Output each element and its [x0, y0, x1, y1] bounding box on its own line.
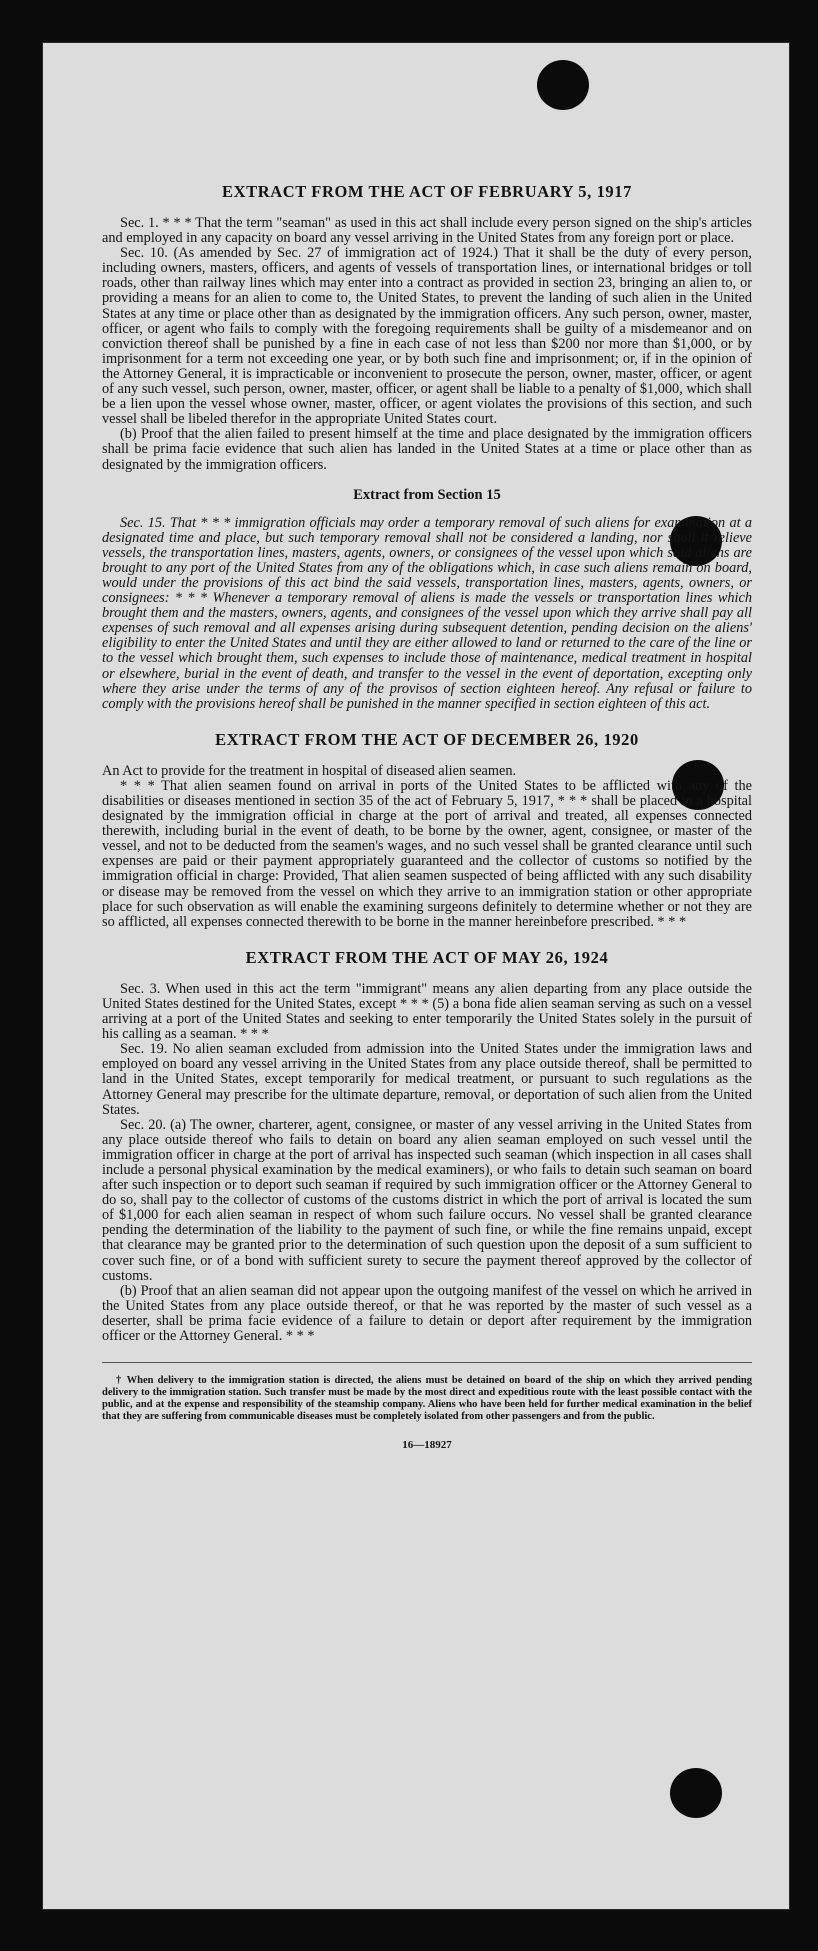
punch-hole: [537, 60, 589, 110]
document-body: [102, 182, 752, 1451]
section-1: Sec. 1. * * * That the term "seaman" as used in this act shall include every person signed on the ship's articles and employed in any capacity on board any vessel arriving in the United States from any foreign port or place.: [102, 215, 752, 247]
section-20b: (b) Proof that an alien seaman did not appear upon the outgoing manifest of the vessel on which he arrived in the United States from any place outside thereof, or that he was reported by the master of such vessel as a deserter, shall be prima facie evidence of a failure to detain or deport after requirement by the immigration officer or the Attorney General. * * *: [102, 1282, 752, 1344]
form-code: 16—18927: [402, 1439, 452, 1452]
section-20a: Sec. 20. (a) The owner, charterer, agent, consignee, or master of any vessel arriving in the United States from any place outside thereof who fails to detain on board any alien seaman employed on such vessel until the immigration officer in charge at the port of arrival has inspected such seaman (which inspection in all cases shall include a personal physical examination by the medical examiners), or who fails to detain such seaman on board after such inspection or to deport such seaman if required by such immigration officer or the Attorney General to do so, shall pay to the collector of customs of the customs district in which the port of arrival is located the sum of $1,000 for each alien seaman in respect of whom such failure occurs. No vessel shall be granted clearance pending the determination of the liability to the payment of such fine, or while the fine remains unpaid, except that clearance may be granted prior to the determination of such question upon the deposit of a sum sufficient to cover such fine, or of a bond with sufficient surety to secure the payment thereof approved by the collector of customs.: [102, 1116, 752, 1284]
act-1920-title: An Act to provide for the treatment in hospital of diseased alien seamen.: [102, 762, 517, 779]
section-19: Sec. 19. No alien seaman excluded from admission into the United States under the immigration laws and employed on board any vessel arriving in the United States from any place outside thereof, shall be permitted to land in the United States, except temporarily for medical treatment, or pursuant to such regulations as the Attorney General may prescribe for the ultimate departure, removal, or deportation of such alien from the United States.: [102, 1041, 752, 1118]
heading-act-1920: EXTRACT FROM THE ACT OF DECEMBER 26, 1920: [215, 729, 639, 749]
heading-section-15: Extract from Section 15: [353, 486, 501, 503]
heading-act-1924: EXTRACT FROM THE ACT OF MAY 26, 1924: [245, 947, 609, 967]
section-3: Sec. 3. When used in this act the term "immigrant" means any alien departing from any place outside the United States destined for the United States, except * * * (5) a bona fide alien seaman serving as such on a vessel arriving at a port of the United States and seeking to enter temporarily the United States solely in the pursuit of his calling as a seaman. * * *: [102, 980, 752, 1043]
section-10b: (b) Proof that the alien failed to present himself at the time and place designated by the immigration officers shall be prima facie evidence that such alien has landed in the United States at a time or place other than as designated by the immigration officers.: [102, 426, 752, 473]
section-10: Sec. 10. (As amended by Sec. 27 of immigration act of 1924.) That it shall be the duty of every person, including owners, masters, officers, and agents of vessels of transportation lines, or international bridges or toll roads, other than railway lines which may enter into a contract as provided in section 23, bringing an alien to, or providing a means for an alien to come to, the United States, to prevent the landing of such alien in the United States at any time or place other than as designated by the immigration officers. Any such person, owner, master, officer, or agent who fails to comply with the foregoing requirements shall be guilty of a misdemeanor and on conviction thereof shall be punished by a fine in each case of not less than $200 nor more than $1,000, or by imprisonment for a term not exceeding one year, or by both such fine and imprisonment; or, if in the opinion of the Attorney General, it is impracticable or inconvenient to prosecute the person, owner, master, officer, or agent of any such vessel, such person, owner, master, officer, or agent shall be liable to a penalty of $1,000, which shall be a lien upon the vessel whose owner, master, officer, or agent violates the provisions of this section, and such vessel shall be libeled therefor in the appropriate United States court.: [102, 245, 752, 428]
act-1920-body: * * * That alien seamen found on arrival in ports of the United States to be afflicted with any of the disabilities or diseases mentioned in section 35 of the act of February 5, 1917, * * * shall be placed in a hospital designated by the immigration official in charge at the port of arrival and treated, all expenses connected therewith, including burial in the event of death, to be borne by the owner, agent, consignee, or master of the vessel, and not to be deducted from the seamen's wages, and no such vessel shall be granted clearance until such expenses are paid or their payment appropriately guaranteed and the collector of customs so notified by the immigration official in charge: Provided, That alien seamen suspected of being afflicted with any such disability or disease may be removed from the vessel on which they arrive to an immigration station or other appropriate place for such observation as will enable the examining surgeons definitely to determine whether or not they are so afflicted, all expenses connected therewith to be borne in the manner hereinbefore prescribed. * * *: [102, 777, 752, 930]
section-15: Sec. 15. That * * * immigration officials may order a temporary removal of such aliens for examination at a designated time and place, but such temporary removal shall not be considered a landing, nor shall it relieve vessels, the transportation lines, masters, agents, owners, or consignees of the vessel upon which said aliens are brought to any port of the United States from any of the obligations which, in case such aliens remain on board, would under the provisions of this act bind the said vessels, transportation lines, masters, agents, owners, or consignees: * * * Whenever a temporary removal of aliens is made the vessels or transportation lines which brought them and the masters, owners, agents, and consignees of the vessel upon which they arrive shall pay all expenses of such removal and all expenses arising during subsequent detention, pending decision on the aliens' eligibility to enter the United States and until they are either allowed to land or returned to the care of the line or to the vessel which brought them, such expenses to include those of maintenance, medical treatment in hospital or elsewhere, burial in the event of death, and transfer to the vessel in the event of deportation, excepting only where they arise under the terms of any of the provisos of section eighteen hereof. Any refusal or failure to comply with the provisions hereof shall be punished in the manner specified in section eighteen of this act.: [102, 514, 752, 712]
document-page: [42, 42, 790, 1910]
heading-act-1917: EXTRACT FROM THE ACT OF FEBRUARY 5, 1917: [222, 182, 632, 201]
footnote-divider: [102, 1362, 752, 1363]
punch-hole: [670, 1768, 722, 1818]
footnote: † When delivery to the immigration station is directed, the aliens must be detained on board of the ship on which they arrived pending delivery to the immigration station. Such transfer must be made by the most direct and expeditious route with the least possible contact with the public, and at the expense and responsibility of the steamship company. Aliens who have been held for further medical examination in the belief that they are suffering from communicable diseases must be completely isolated from other passengers and from the public.: [102, 1375, 752, 1423]
